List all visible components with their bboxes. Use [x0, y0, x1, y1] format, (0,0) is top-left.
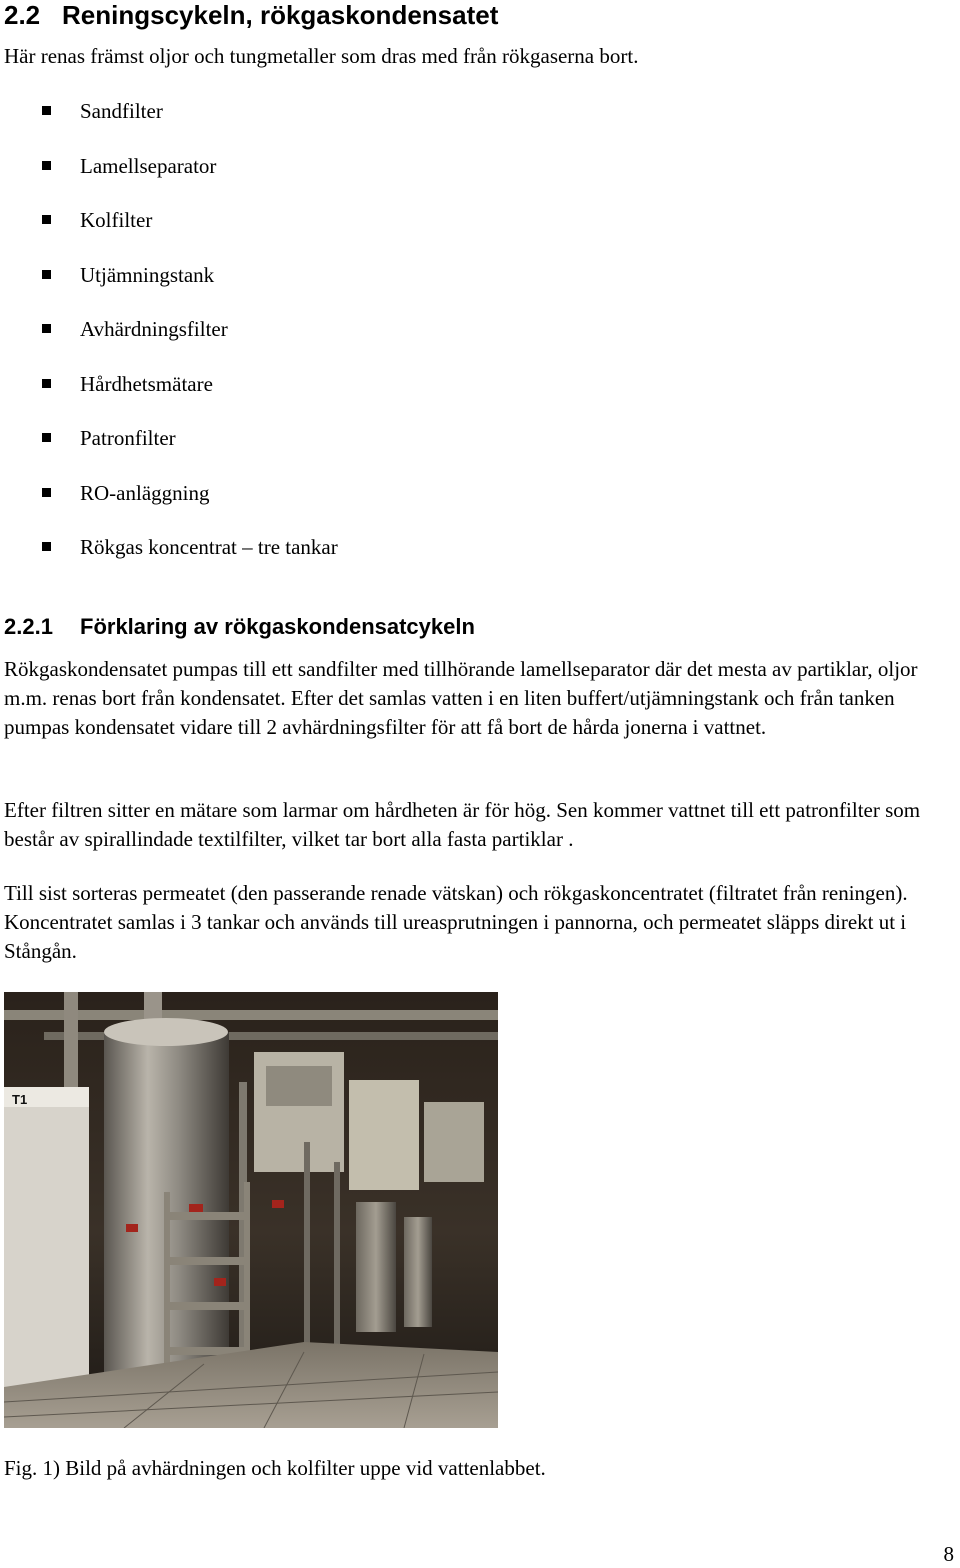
square-bullet-icon [42, 379, 51, 388]
list-item-label: Avhärdningsfilter [80, 317, 228, 341]
section-heading [4, 0, 498, 30]
page-number: 8 [943, 1542, 954, 1566]
subsection-heading [4, 612, 475, 642]
square-bullet-icon [42, 215, 51, 224]
subsection-title: Förklaring av rökgaskondensatcykeln [80, 614, 475, 639]
figure-caption: Fig. 1) Bild på avhärdningen och kolfilter uppe vid vattenlabbet. [4, 1456, 546, 1480]
square-bullet-icon [42, 270, 51, 279]
square-bullet-icon [42, 488, 51, 497]
list-item-label: RO-anläggning [80, 480, 210, 505]
list-item-label: Utjämningstank [80, 262, 215, 287]
list-item-label: Kolfilter [80, 208, 153, 232]
list-item-label: Lamellseparator [80, 153, 217, 178]
section-title: Reningscykeln, rökgaskondensatet [62, 0, 499, 30]
square-bullet-icon [42, 324, 51, 333]
square-bullet-icon [42, 433, 51, 442]
subsection-number: 2.2.1 [4, 614, 53, 639]
paragraph: Efter filtren sitter en mätare som larmar om hårdheten är för hög. Sen kommer vattnet till ett patronfilter som består av spirallindade textilfilter, vilket tar bort alla fasta partiklar . [4, 798, 921, 851]
list-item-label: Sandfilter [80, 99, 163, 123]
section-intro: Här renas främst oljor och tungmetaller som dras med från rökgaserna bort. [4, 44, 639, 68]
square-bullet-icon [42, 542, 51, 551]
list-item-label: Patronfilter [80, 426, 176, 450]
paragraph: Till sist sorteras permeatet (den passerande renade vätskan) och rökgaskoncentratet (filtratet från reningen). Koncentratet samlas i 3 tankar och används till ureasprutningen i pannorna, och permeatet släpps direkt ut i Stångån. [4, 881, 908, 963]
square-bullet-icon [42, 161, 51, 170]
square-bullet-icon [42, 106, 51, 115]
list-item-label: Rökgas koncentrat – tre tankar [80, 535, 338, 559]
figure-photo [4, 992, 498, 1428]
list-item-label: Hårdhetsmätare [80, 371, 213, 396]
paragraph: Rökgaskondensatet pumpas till ett sandfilter med tillhörande lamellseparator där det mesta av partiklar, oljor m.m. renas bort från kondensatet. Efter det samlas vatten i en liten buffert/utjämningstank och från tanken pumpas kondensatet vidare till 2 avhärdningsfilter för att få bort de hårda jonerna i vattnet. [4, 657, 918, 739]
section-number: 2.2 [4, 0, 41, 30]
tank-label: T1 [12, 1092, 28, 1107]
